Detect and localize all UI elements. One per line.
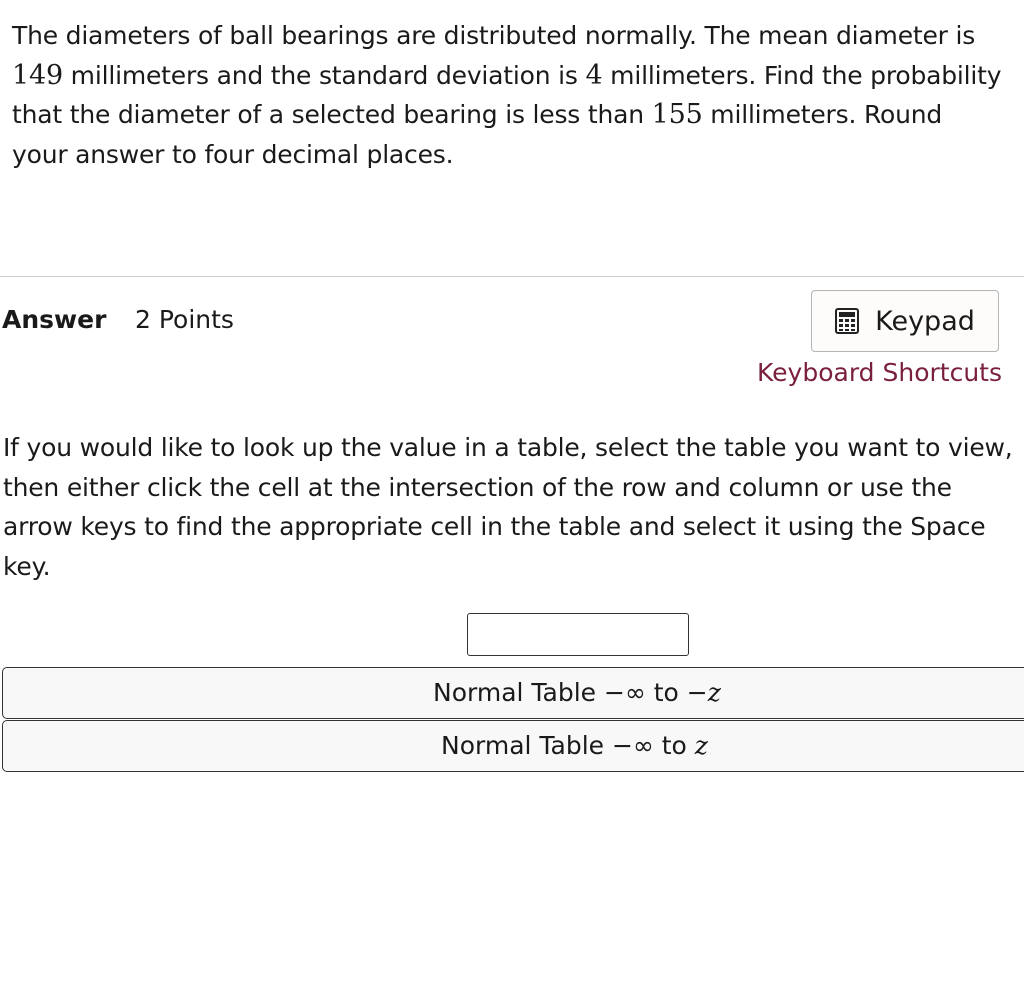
- question-part-2: millimeters and the standard deviation is: [62, 60, 586, 90]
- table-instructions: If you would like to look up the value in a table, select the table you want to view, then either click the cell at the intersection of the row and column or use the arrow keys to find the appropriate cell in the table and select it using the Space key.: [3, 433, 1013, 581]
- normal-table-positive-z-button[interactable]: [2, 720, 1024, 772]
- normal-table-negative-z-button[interactable]: [2, 667, 1024, 719]
- question-part-3: millimeters. Find the probability that the diameter of a selected bearing is less than: [12, 60, 1002, 129]
- normal-table-negative-z-label: Normal Table −∞ to −z: [433, 678, 721, 707]
- keyboard-shortcuts-link[interactable]: Keyboard Shortcuts: [757, 358, 1002, 387]
- question-text: [12, 16, 1002, 174]
- keypad-label: Keypad: [875, 305, 975, 337]
- calculator-icon: [835, 308, 859, 334]
- points-label: 2 Points: [135, 305, 234, 334]
- threshold-value: 155: [651, 99, 703, 130]
- answer-input[interactable]: [467, 613, 689, 656]
- mean-value: 149: [12, 59, 63, 91]
- question-part-1: The diameters of ball bearings are distributed normally. The mean diameter is: [12, 21, 976, 50]
- keypad-button[interactable]: [811, 290, 999, 352]
- answer-label: Answer: [2, 305, 107, 334]
- normal-table-positive-z-label: Normal Table −∞ to z: [441, 731, 708, 760]
- question-part-4: millimeters. Round your answer to four decimal places.: [12, 100, 943, 169]
- section-divider: [0, 276, 1024, 277]
- standard-deviation-value: 4: [585, 59, 603, 91]
